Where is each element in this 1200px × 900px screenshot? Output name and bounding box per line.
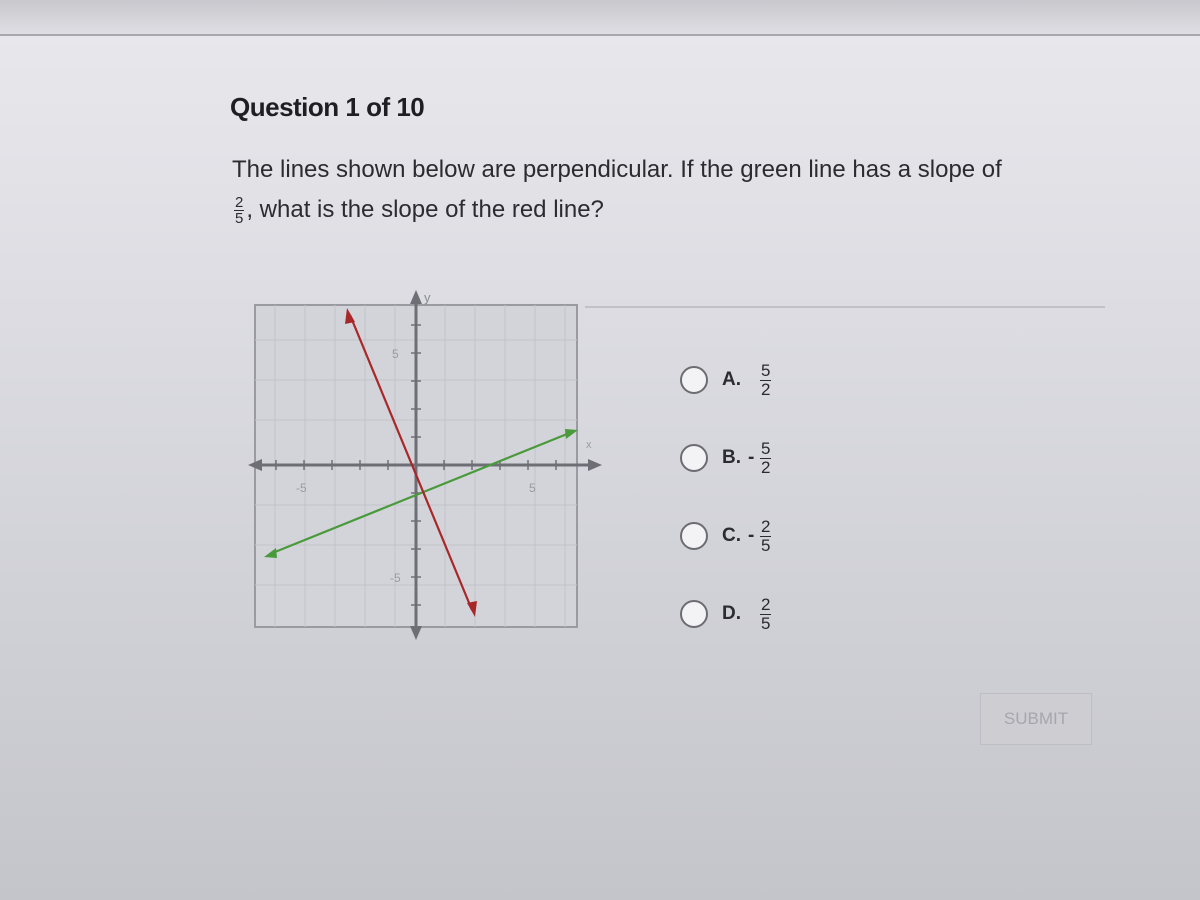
submit-button[interactable]: SUBMIT [980, 693, 1092, 745]
y-tick-label-neg5: -5 [390, 571, 401, 585]
choice-c-fraction [760, 518, 771, 555]
choice-d-radio[interactable] [680, 600, 708, 628]
choice-b-letter: B. [722, 447, 741, 468]
choice-c[interactable] [680, 511, 773, 561]
question-progress: Question 1 of 10 [230, 92, 425, 122]
given-slope-numerator: 2 [235, 194, 244, 212]
coordinate-graph [230, 280, 620, 650]
choice-d[interactable] [680, 589, 773, 639]
question-prompt [232, 150, 1092, 230]
x-axis-label: x [586, 439, 592, 451]
choice-c-sign: - [748, 525, 755, 546]
question-text-line1: The lines shown below are perpendicular. If the green line has a slope of [232, 156, 1002, 183]
choice-a-letter: A. [722, 369, 741, 390]
graph-svg [230, 280, 620, 650]
choice-a-radio[interactable] [680, 366, 708, 394]
choice-a[interactable] [680, 355, 773, 405]
choice-b[interactable] [680, 433, 773, 483]
choice-c-letter: C. [722, 525, 741, 546]
given-slope-fraction [234, 195, 244, 226]
choice-c-numerator: 2 [761, 516, 771, 536]
y-tick-label-5: 5 [392, 347, 399, 361]
content-divider [585, 306, 1105, 308]
choice-d-letter: D. [722, 603, 741, 624]
choice-b-sign: - [748, 447, 755, 468]
choice-b-fraction [760, 440, 771, 477]
y-axis-label: y [424, 290, 431, 305]
y-axis-down-arrow [410, 626, 422, 640]
choice-b-numerator: 5 [761, 438, 771, 458]
choice-b-denominator: 2 [761, 457, 771, 477]
choice-a-numerator: 5 [761, 360, 771, 380]
top-header-band [0, 0, 1200, 36]
x-axis-right-arrow [588, 459, 602, 471]
x-tick-label-neg5: -5 [296, 481, 307, 495]
y-axis-up-arrow [410, 290, 422, 304]
choice-a-fraction [760, 362, 771, 399]
choice-a-denominator: 2 [761, 379, 771, 399]
choice-d-numerator: 2 [761, 594, 771, 614]
choice-c-denominator: 5 [761, 535, 771, 555]
x-tick-label-5: 5 [529, 481, 536, 495]
question-text-line2: , what is the slope of the red line? [246, 196, 604, 223]
choice-d-denominator: 5 [761, 613, 771, 633]
choice-d-fraction [760, 596, 771, 633]
given-slope-denominator: 5 [235, 210, 244, 228]
choice-c-radio[interactable] [680, 522, 708, 550]
choice-b-radio[interactable] [680, 444, 708, 472]
